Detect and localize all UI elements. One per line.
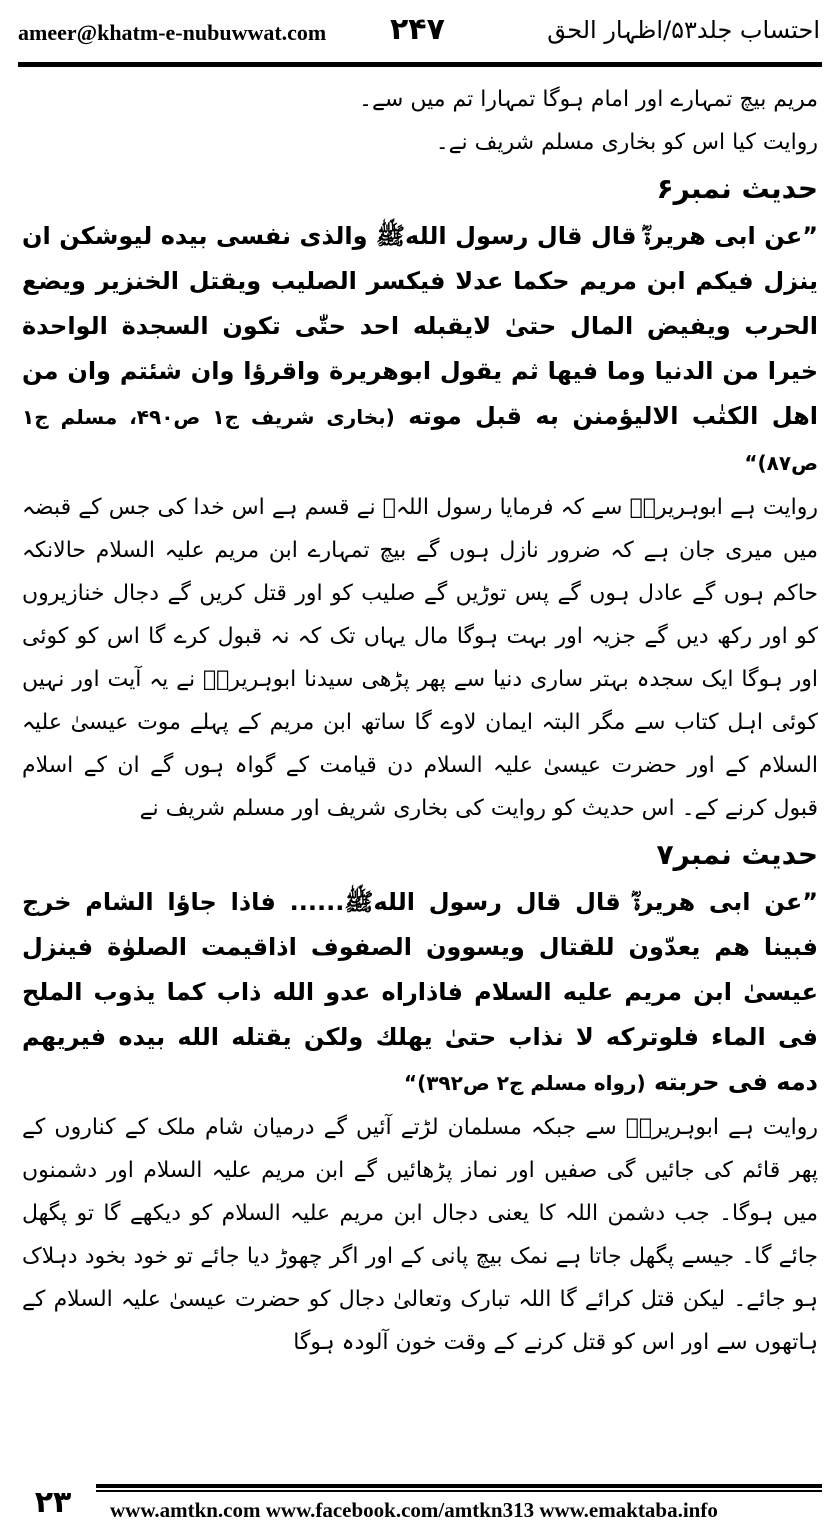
page-footer <box>18 1476 822 1534</box>
footer-page-number: ۲۳ <box>34 1484 72 1520</box>
hadith-6-arabic-text: ”عن ابی هریرةؓ قال قال رسول اللهﷺ والذی نفسی بیده لیوشکن ان ینزل فیکم ابن مریم حکما عدلا فیکسر الصلیب ویقتل الخنزیر ویضع الحرب ویفیض المال حتیٰ لایقبله احد حتّٰی تکون السجدة الواحدة خیرا من الدنیا وما فیها ثم یقول ابوهریرة واقرؤا وان شئتم وان من اهل الکتٰب الالیؤمنن به قبل موته <box>22 222 818 430</box>
hadith-7-arabic <box>22 880 818 1106</box>
header-page-number: ۲۴۷ <box>390 12 445 47</box>
hadith-6-urdu-translation: روایت ہے ابوہریرہؓ سے کہ فرمایا رسول اللہﷺ نے قسم ہے اس خدا کی جس کے قبضہ میں میری جان ہے کہ ضرور نازل ہوں گے بیچ تمہارے ابن مریم علیہ السلام حالانکہ حاکم ہوں گے عادل ہوں گے پس توڑیں گے صلیب کو اور قتل کریں گے دجال خنازیروں کو اور رکھ دیں گے جزیہ اور بہت ہوگا مال یہاں تک کہ نہ قبول کرے گا اس کو کوئی اور ہوگا ایک سجدہ بہتر ساری دنیا سے پھر پڑھی سیدنا ابوہریرہؓ نے یہ آیت اور نہیں کوئی اہل کتاب سے مگر البتہ ایمان لاوے گا ساتھ ابن مریم کے پہلے موت عیسیٰ علیہ السلام کے اور حضرت عیسیٰ علیہ السلام دن قیامت کے گواہ ہوں گے ان کے اسلام قبول کرنے کے۔ اس حدیث کو روایت کی بخاری شریف اور مسلم شریف نے <box>22 495 818 821</box>
hadith-7-arabic-text: ”عن ابی هریرةؓ قال قال رسول اللهﷺ...... فاذا جاؤا الشام خرج فبینا هم یعدّون للقتال ویسوون الصفوف اذاقیمت الصلوٰة فینزل عیسیٰ ابن مریم علیه السلام فاذاراه عدو الله ذاب کما یذوب الملح فی الماء فلوترکه لا نذاب حتیٰ یهلك ولکن یقتله الله بیده فیریهم دمه فی حربته <box>22 888 818 1096</box>
urdu-line-2: روایت کیا اس کو بخاری مسلم شریف نے۔ <box>435 130 818 155</box>
hadith-6-heading: حدیث نمبر۶ <box>656 172 818 205</box>
header-rule <box>18 62 822 67</box>
footer-rule-thin <box>96 1490 822 1492</box>
urdu-line-1: مریم بیچ تمہارے اور امام ہوگا تمہارا تم میں سے۔ <box>359 87 818 112</box>
header-book-title: احتساب جلد۵۳/اظہار الحق <box>547 16 820 44</box>
hadith-7-reference: (رواه مسلم ج۲ ص۳۹۲)“ <box>403 1071 646 1095</box>
hadith-6-reference: (بخاری شریف ج۱ ص۴۹۰، مسلم ج۱ ص۸۷)“ <box>22 405 818 475</box>
page-header <box>18 6 822 58</box>
page-content <box>22 78 818 1364</box>
hadith-7-urdu-translation: روایت ہے ابوہریرہؓ سے جبکہ مسلمان لڑتے آئیں گے درمیان شام ملک کے کناروں کے پھر قائم کی جائیں گی صفیں اور نماز پڑھائیں گے ابن مریم علیہ السلام اور دشمنوں میں ہوگا۔ جب دشمن اللہ کا یعنی دجال ابن مریم علیہ السلام کو دیکھے گا تو پگھل جائے گا۔ جیسے پگھل جاتا ہے نمک بیچ پانی کے اور اگر چھوڑ دیا جائے تو خود بخود دہلاک ہو جائے۔ لیکن قتل کرائے گا اللہ تبارک وتعالیٰ دجال کو حضرت عیسیٰ علیہ السلام کے ہاتھوں سے اور اس کو قتل کرنے کے وقت خون آلودہ ہوگا <box>22 1115 818 1355</box>
hadith-6-arabic <box>22 214 818 486</box>
header-email: ameer@khatm-e-nubuwwat.com <box>18 20 327 45</box>
footer-urls: www.amtkn.com www.facebook.com/amtkn313 www.emaktaba.info <box>110 1498 718 1522</box>
hadith-7-heading: حدیث نمبر۷ <box>656 838 818 871</box>
footer-rule <box>96 1484 822 1488</box>
